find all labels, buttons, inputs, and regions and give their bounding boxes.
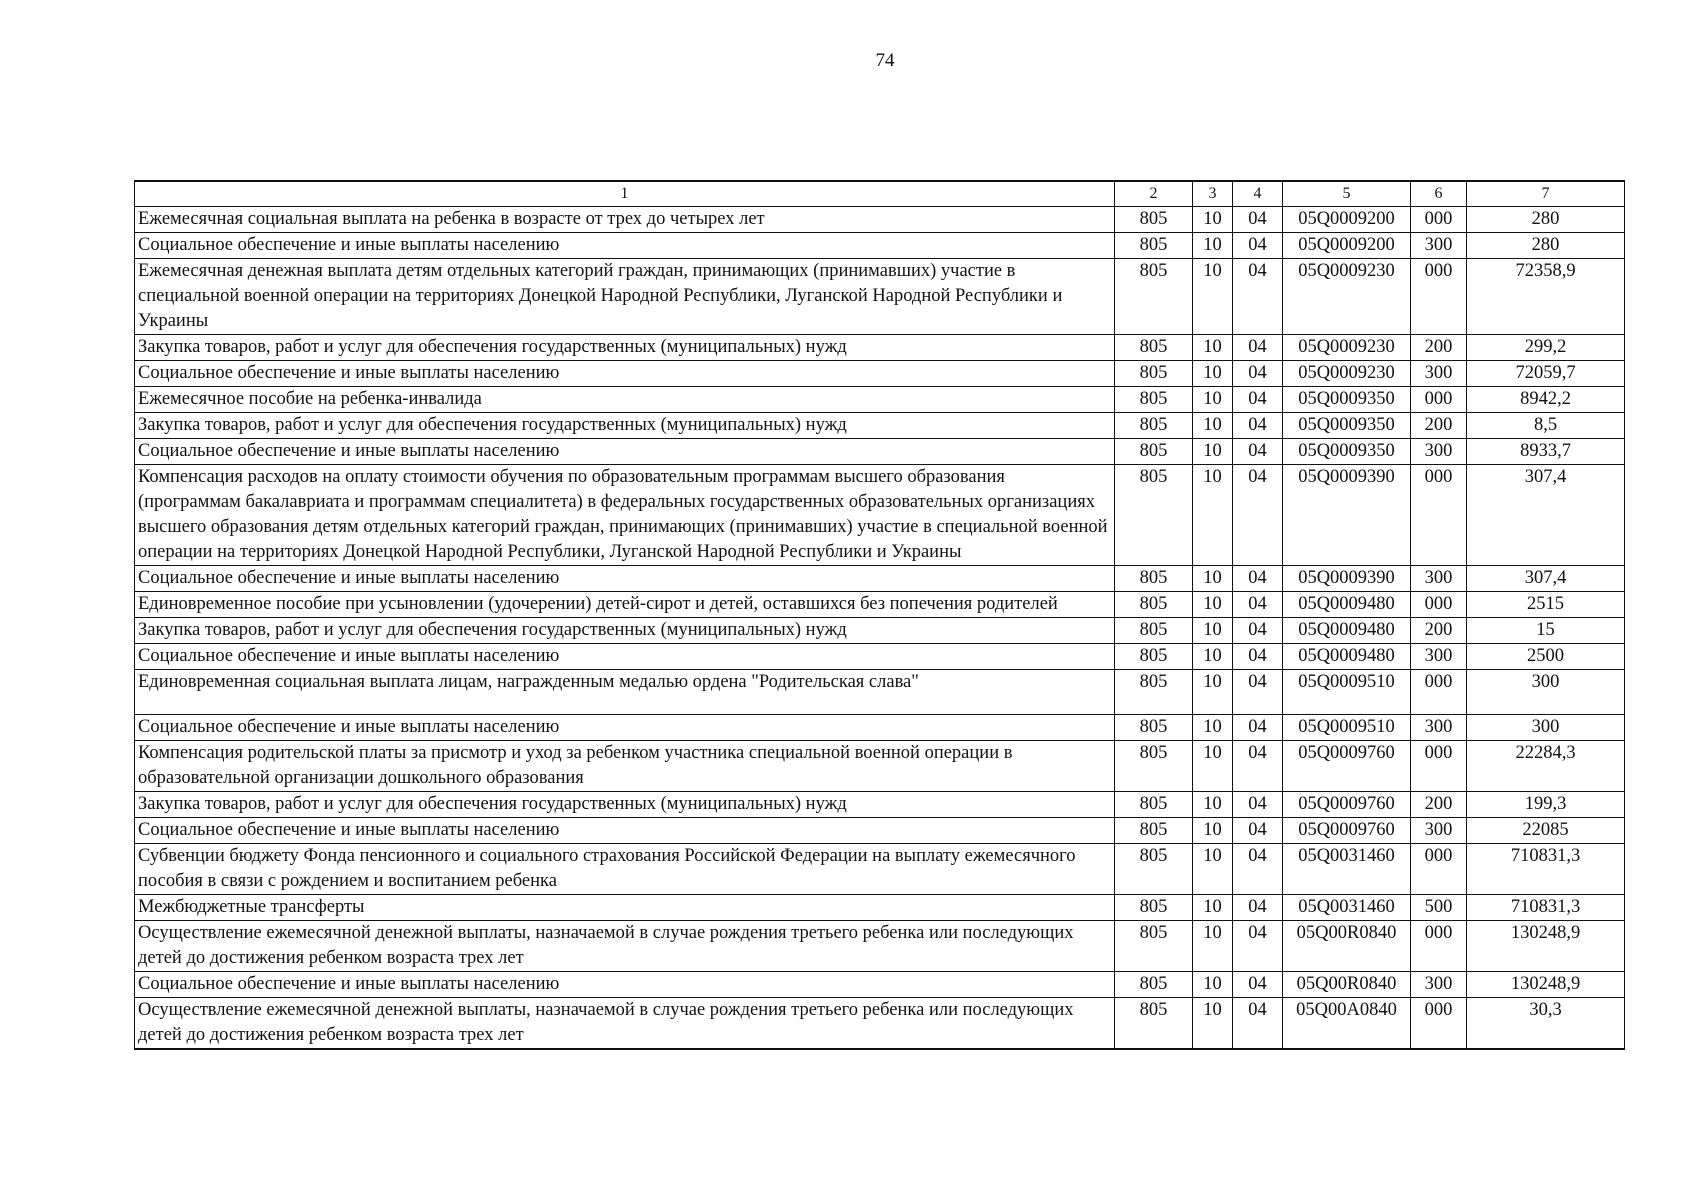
table-row	[135, 413, 1625, 439]
row-name-cell: Социальное обеспечение и иные выплаты населению	[135, 361, 1115, 387]
row-col7-cell: 8933,7	[1467, 439, 1625, 465]
row-name-cell: Социальное обеспечение и иные выплаты населению	[135, 972, 1115, 998]
row-col6-cell: 000	[1411, 592, 1467, 618]
row-col3-cell: 10	[1193, 439, 1233, 465]
row-col5-cell: 05Q0009760	[1283, 792, 1411, 818]
table-row	[135, 439, 1625, 465]
row-col4-cell: 04	[1233, 818, 1283, 844]
row-col4-cell: 04	[1233, 895, 1283, 921]
row-col6-cell: 000	[1411, 387, 1467, 413]
row-name-cell: Субвенции бюджету Фонда пенсионного и социального страхования Российской Федерации на выплату ежемесячного пособия в связи с рождением и воспитанием ребенка	[135, 844, 1115, 895]
row-col3-cell: 10	[1193, 361, 1233, 387]
row-col5-cell: 05Q0009230	[1283, 259, 1411, 335]
row-col5-cell: 05Q00R0840	[1283, 921, 1411, 972]
row-col5-cell: 05Q0009480	[1283, 592, 1411, 618]
row-col5-cell: 05Q0009510	[1283, 715, 1411, 741]
row-col6-cell: 000	[1411, 259, 1467, 335]
page-number: 74	[875, 50, 895, 71]
row-col7-cell: 307,4	[1467, 465, 1625, 566]
row-col3-cell: 10	[1193, 715, 1233, 741]
row-col3-cell: 10	[1193, 998, 1233, 1050]
row-col6-cell: 000	[1411, 998, 1467, 1050]
row-col5-cell: 05Q0009230	[1283, 335, 1411, 361]
row-col6-cell: 300	[1411, 233, 1467, 259]
table-row	[135, 335, 1625, 361]
row-col7-cell: 307,4	[1467, 566, 1625, 592]
row-col6-cell: 300	[1411, 972, 1467, 998]
row-col5-cell: 05Q0009350	[1283, 387, 1411, 413]
row-col7-cell: 8942,2	[1467, 387, 1625, 413]
row-name-cell: Ежемесячная денежная выплата детям отдельных категорий граждан, принимающих (принимавших) участие в специальной военной операции на территориях Донецкой Народной Республики, Луганской Народной Республики и Украины	[135, 259, 1115, 335]
row-col4-cell: 04	[1233, 207, 1283, 233]
header-cell: 6	[1411, 181, 1467, 207]
row-col5-cell: 05Q0009350	[1283, 439, 1411, 465]
row-col4-cell: 04	[1233, 715, 1283, 741]
row-col6-cell: 200	[1411, 792, 1467, 818]
row-col2-cell: 805	[1115, 259, 1193, 335]
row-col6-cell: 200	[1411, 413, 1467, 439]
row-col7-cell: 130248,9	[1467, 972, 1625, 998]
row-col7-cell: 280	[1467, 207, 1625, 233]
row-col5-cell: 05Q0009760	[1283, 818, 1411, 844]
row-name-cell: Закупка товаров, работ и услуг для обеспечения государственных (муниципальных) нужд	[135, 792, 1115, 818]
row-col3-cell: 10	[1193, 335, 1233, 361]
row-col3-cell: 10	[1193, 792, 1233, 818]
row-col7-cell: 22284,3	[1467, 741, 1625, 792]
row-name-cell: Межбюджетные трансферты	[135, 895, 1115, 921]
row-col3-cell: 10	[1193, 207, 1233, 233]
row-col5-cell: 05Q00R0840	[1283, 972, 1411, 998]
table-row	[135, 592, 1625, 618]
table-row	[135, 233, 1625, 259]
header-cell: 7	[1467, 181, 1625, 207]
row-col3-cell: 10	[1193, 844, 1233, 895]
row-col4-cell: 04	[1233, 413, 1283, 439]
row-col4-cell: 04	[1233, 566, 1283, 592]
row-col6-cell: 300	[1411, 818, 1467, 844]
row-col2-cell: 805	[1115, 465, 1193, 566]
row-col3-cell: 10	[1193, 592, 1233, 618]
table-row	[135, 895, 1625, 921]
row-col6-cell: 000	[1411, 921, 1467, 972]
row-col6-cell: 300	[1411, 715, 1467, 741]
row-col7-cell: 72059,7	[1467, 361, 1625, 387]
row-col4-cell: 04	[1233, 259, 1283, 335]
row-col5-cell: 05Q00A0840	[1283, 998, 1411, 1050]
row-col4-cell: 04	[1233, 592, 1283, 618]
header-cell: 2	[1115, 181, 1193, 207]
row-col2-cell: 805	[1115, 361, 1193, 387]
row-col6-cell: 000	[1411, 207, 1467, 233]
row-name-cell: Компенсация расходов на оплату стоимости обучения по образовательным программам высшего образования (программам бакалавриата и программам специалитета) в федеральных государственных образовательных организациях высшего образования детям отдельных категорий граждан, принимающих (принимавших) участие в специальной военной операции на территориях Донецкой Народной Республики, Луганской Народной Республики и Украины	[135, 465, 1115, 566]
row-col7-cell: 2500	[1467, 644, 1625, 670]
row-col6-cell: 000	[1411, 465, 1467, 566]
row-col3-cell: 10	[1193, 670, 1233, 715]
row-name-cell: Закупка товаров, работ и услуг для обеспечения государственных (муниципальных) нужд	[135, 335, 1115, 361]
row-col7-cell: 300	[1467, 715, 1625, 741]
row-col2-cell: 805	[1115, 207, 1193, 233]
row-col6-cell: 200	[1411, 618, 1467, 644]
row-name-cell: Социальное обеспечение и иные выплаты населению	[135, 233, 1115, 259]
row-col4-cell: 04	[1233, 741, 1283, 792]
row-col2-cell: 805	[1115, 233, 1193, 259]
row-col5-cell: 05Q0009230	[1283, 361, 1411, 387]
row-col6-cell: 200	[1411, 335, 1467, 361]
row-col4-cell: 04	[1233, 792, 1283, 818]
row-col4-cell: 04	[1233, 844, 1283, 895]
row-col7-cell: 710831,3	[1467, 895, 1625, 921]
table-row	[135, 998, 1625, 1050]
row-col4-cell: 04	[1233, 361, 1283, 387]
row-col3-cell: 10	[1193, 895, 1233, 921]
row-col4-cell: 04	[1233, 335, 1283, 361]
table-row	[135, 670, 1625, 715]
row-col2-cell: 805	[1115, 644, 1193, 670]
row-col7-cell: 2515	[1467, 592, 1625, 618]
row-col2-cell: 805	[1115, 592, 1193, 618]
row-name-cell: Закупка товаров, работ и услуг для обеспечения государственных (муниципальных) нужд	[135, 618, 1115, 644]
row-name-cell: Социальное обеспечение и иные выплаты населению	[135, 715, 1115, 741]
row-col5-cell: 05Q0009350	[1283, 413, 1411, 439]
row-col6-cell: 000	[1411, 844, 1467, 895]
row-name-cell: Единовременное пособие при усыновлении (удочерении) детей-сирот и детей, оставшихся без попечения родителей	[135, 592, 1115, 618]
row-col4-cell: 04	[1233, 644, 1283, 670]
row-col7-cell: 710831,3	[1467, 844, 1625, 895]
row-name-cell: Компенсация родительской платы за присмотр и уход за ребенком участника специальной военной операции в образовательной организации дошкольного образования	[135, 741, 1115, 792]
row-col4-cell: 04	[1233, 233, 1283, 259]
row-col3-cell: 10	[1193, 233, 1233, 259]
row-col2-cell: 805	[1115, 439, 1193, 465]
row-col3-cell: 10	[1193, 818, 1233, 844]
row-col2-cell: 805	[1115, 618, 1193, 644]
row-col2-cell: 805	[1115, 335, 1193, 361]
row-col3-cell: 10	[1193, 618, 1233, 644]
row-col2-cell: 805	[1115, 818, 1193, 844]
row-col3-cell: 10	[1193, 741, 1233, 792]
header-cell: 4	[1233, 181, 1283, 207]
row-col5-cell: 05Q0009480	[1283, 644, 1411, 670]
row-col5-cell: 05Q0009390	[1283, 465, 1411, 566]
row-col7-cell: 280	[1467, 233, 1625, 259]
row-col2-cell: 805	[1115, 741, 1193, 792]
row-col7-cell: 15	[1467, 618, 1625, 644]
row-col7-cell: 299,2	[1467, 335, 1625, 361]
table-body	[135, 207, 1625, 1050]
row-col5-cell: 05Q0031460	[1283, 895, 1411, 921]
row-col5-cell: 05Q0009760	[1283, 741, 1411, 792]
row-name-cell: Социальное обеспечение и иные выплаты населению	[135, 644, 1115, 670]
row-col2-cell: 805	[1115, 792, 1193, 818]
row-col7-cell: 72358,9	[1467, 259, 1625, 335]
row-col5-cell: 05Q0009390	[1283, 566, 1411, 592]
row-col7-cell: 130248,9	[1467, 921, 1625, 972]
table-row	[135, 259, 1625, 335]
budget-table	[134, 180, 1625, 1050]
header-row	[135, 181, 1625, 207]
row-col3-cell: 10	[1193, 413, 1233, 439]
row-name-cell: Социальное обеспечение и иные выплаты населению	[135, 439, 1115, 465]
row-col3-cell: 10	[1193, 387, 1233, 413]
row-col2-cell: 805	[1115, 670, 1193, 715]
row-col6-cell: 000	[1411, 670, 1467, 715]
row-col4-cell: 04	[1233, 972, 1283, 998]
row-col4-cell: 04	[1233, 387, 1283, 413]
row-name-cell: Ежемесячное пособие на ребенка-инвалида	[135, 387, 1115, 413]
row-col5-cell: 05Q0009200	[1283, 233, 1411, 259]
row-col2-cell: 805	[1115, 387, 1193, 413]
row-col6-cell: 300	[1411, 566, 1467, 592]
table-row	[135, 792, 1625, 818]
table-row	[135, 972, 1625, 998]
row-col2-cell: 805	[1115, 715, 1193, 741]
row-col7-cell: 30,3	[1467, 998, 1625, 1050]
row-col4-cell: 04	[1233, 670, 1283, 715]
row-col5-cell: 05Q0009480	[1283, 618, 1411, 644]
row-name-cell: Единовременная социальная выплата лицам, награжденным медалью ордена "Родительская слава"	[135, 670, 1115, 715]
row-col4-cell: 04	[1233, 465, 1283, 566]
row-col6-cell: 000	[1411, 741, 1467, 792]
row-col6-cell: 300	[1411, 644, 1467, 670]
row-col7-cell: 22085	[1467, 818, 1625, 844]
row-col4-cell: 04	[1233, 921, 1283, 972]
row-col2-cell: 805	[1115, 413, 1193, 439]
row-col6-cell: 300	[1411, 361, 1467, 387]
row-col5-cell: 05Q0031460	[1283, 844, 1411, 895]
table-row	[135, 818, 1625, 844]
table-row	[135, 207, 1625, 233]
table-row	[135, 387, 1625, 413]
row-name-cell: Социальное обеспечение и иные выплаты населению	[135, 818, 1115, 844]
row-col7-cell: 8,5	[1467, 413, 1625, 439]
row-name-cell: Ежемесячная социальная выплата на ребенка в возрасте от трех до четырех лет	[135, 207, 1115, 233]
row-col5-cell: 05Q0009200	[1283, 207, 1411, 233]
row-col3-cell: 10	[1193, 259, 1233, 335]
table-row	[135, 644, 1625, 670]
row-col6-cell: 300	[1411, 439, 1467, 465]
row-col4-cell: 04	[1233, 998, 1283, 1050]
table-row	[135, 465, 1625, 566]
row-col3-cell: 10	[1193, 972, 1233, 998]
header-cell: 3	[1193, 181, 1233, 207]
row-col7-cell: 300	[1467, 670, 1625, 715]
row-col2-cell: 805	[1115, 566, 1193, 592]
row-col2-cell: 805	[1115, 998, 1193, 1050]
row-col3-cell: 10	[1193, 644, 1233, 670]
row-name-cell: Осуществление ежемесячной денежной выплаты, назначаемой в случае рождения третьего ребенка или последующих детей до достижения ребенком возраста трех лет	[135, 921, 1115, 972]
row-col2-cell: 805	[1115, 972, 1193, 998]
row-name-cell: Осуществление ежемесячной денежной выплаты, назначаемой в случае рождения третьего ребенка или последующих детей до достижения ребенком возраста трех лет	[135, 998, 1115, 1050]
table-row	[135, 715, 1625, 741]
table-row	[135, 618, 1625, 644]
table-row	[135, 566, 1625, 592]
row-col4-cell: 04	[1233, 618, 1283, 644]
row-col4-cell: 04	[1233, 439, 1283, 465]
header-cell: 5	[1283, 181, 1411, 207]
row-name-cell: Закупка товаров, работ и услуг для обеспечения государственных (муниципальных) нужд	[135, 413, 1115, 439]
header-cell: 1	[135, 181, 1115, 207]
row-col5-cell: 05Q0009510	[1283, 670, 1411, 715]
row-col3-cell: 10	[1193, 465, 1233, 566]
table-row	[135, 921, 1625, 972]
row-col3-cell: 10	[1193, 921, 1233, 972]
row-col2-cell: 805	[1115, 895, 1193, 921]
table-row	[135, 361, 1625, 387]
row-name-cell: Социальное обеспечение и иные выплаты населению	[135, 566, 1115, 592]
table-row	[135, 741, 1625, 792]
table-row	[135, 844, 1625, 895]
row-col3-cell: 10	[1193, 566, 1233, 592]
row-col2-cell: 805	[1115, 921, 1193, 972]
row-col2-cell: 805	[1115, 844, 1193, 895]
row-col7-cell: 199,3	[1467, 792, 1625, 818]
row-col6-cell: 500	[1411, 895, 1467, 921]
